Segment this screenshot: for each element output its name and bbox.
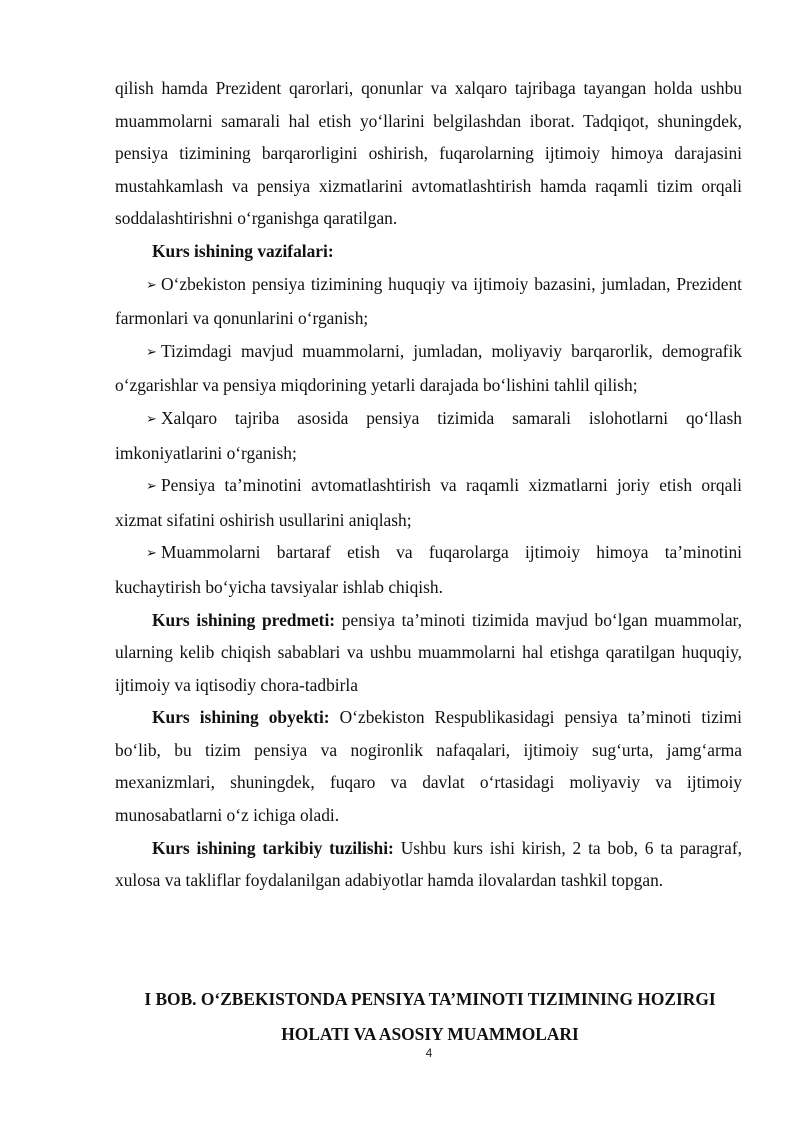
arrow-bullet-icon: ➢ bbox=[146, 479, 157, 495]
arrow-bullet-icon: ➢ bbox=[146, 344, 157, 360]
chapter-heading-line: HOLATI VA ASOSIY MUAMMOLARI bbox=[281, 1024, 579, 1044]
chapter-heading-line: I BOB. O‘ZBEKISTONDA PENSIYA TA’MINOTI TIZIMINING HOZIRGI bbox=[144, 989, 716, 1009]
structure-text: Ushbu kurs ishi kirish, 2 ta bob, 6 ta paragraf, xulosa va takliflar foydalanilgan adabiyotlar hamda ilovalardan tashkil topgan. bbox=[115, 837, 742, 891]
task-text: O‘zbekiston pensiya tizimining huquqiy va ijtimoiy bazasini, jumladan, Prezident farmonlari va qonunlarini o‘rganish; bbox=[115, 273, 742, 329]
tasks-heading: Kurs ishining vazifalari: bbox=[152, 240, 334, 261]
chapter-heading bbox=[105, 982, 755, 1052]
subject-paragraph bbox=[115, 604, 742, 702]
task-text: Tizimdagi mavjud muammolarni, jumladan, moliyaviy barqarorlik, demografik o‘zgarishlar va pensiya miqdorining yetarli darajada bo‘lishini tahlil qilish; bbox=[115, 340, 742, 396]
task-item bbox=[115, 268, 742, 335]
body-text bbox=[115, 72, 742, 897]
structure-paragraph bbox=[115, 832, 742, 897]
task-item bbox=[115, 402, 742, 469]
task-text: Xalqaro tajriba asosida pensiya tizimida samarali islohotlarni qo‘llash imkoniyatlarini o‘rganish; bbox=[115, 407, 742, 463]
task-item bbox=[115, 335, 742, 402]
arrow-bullet-icon: ➢ bbox=[146, 277, 157, 293]
task-text: Muammolarni bartaraf etish va fuqarolarga ijtimoiy himoya ta’minotini kuchaytirish bo‘yicha tavsiyalar ishlab chiqish. bbox=[115, 542, 742, 597]
object-text: O‘zbekiston Respublikasidagi pensiya ta’minoti tizimi bo‘lib, bu tizim pensiya va nogironlik nafaqalari, ijtimoiy sug‘urta, jamg‘arma mexanizmlari, shuningdek, fuqaro va davlat o‘rtasidagi moliyaviy va ijtimoiy munosabatlarni o‘z ichiga oladi. bbox=[115, 707, 742, 826]
page-number: 4 bbox=[425, 1046, 433, 1060]
arrow-bullet-icon: ➢ bbox=[146, 411, 157, 427]
object-label: Kurs ishining obyekti: bbox=[152, 707, 330, 728]
subject-text: pensiya ta’minoti tizimida mavjud bo‘lgan muammolar, ularning kelib chiqish sabablari va ushbu muammolarni hal etishga qaratilgan huquqiy, ijtimoiy va iqtisodiy chora-tadbirla bbox=[115, 609, 742, 695]
task-text: Pensiya ta’minotini avtomatlashtirish va raqamli xizmatlarni joriy etish orqali xizmat sifatini oshirish usullarini aniqlash; bbox=[115, 475, 742, 530]
structure-label: Kurs ishining tarkibiy tuzilishi: bbox=[152, 837, 394, 858]
task-item bbox=[115, 536, 742, 603]
object-paragraph bbox=[115, 701, 742, 831]
subject-label: Kurs ishining predmeti: bbox=[152, 609, 336, 630]
arrow-bullet-icon: ➢ bbox=[146, 546, 157, 562]
intro-paragraph: qilish hamda Prezident qarorlari, qonunlar va xalqaro tajribaga tayangan holda ushbu muammolarni samarali hal etish yo‘llarini belgilashdan iborat. Tadqiqot, shuningdek, pensiya tizimining barqarorligini oshirish, fuqarolarning ijtimoiy himoya darajasini mustahkamlash va pensiya xizmatlarini avtomatlashtirish hamda raqamli tizim orqali soddalashtirishni o‘rganishga qaratilgan. bbox=[115, 78, 742, 229]
task-item bbox=[115, 469, 742, 536]
